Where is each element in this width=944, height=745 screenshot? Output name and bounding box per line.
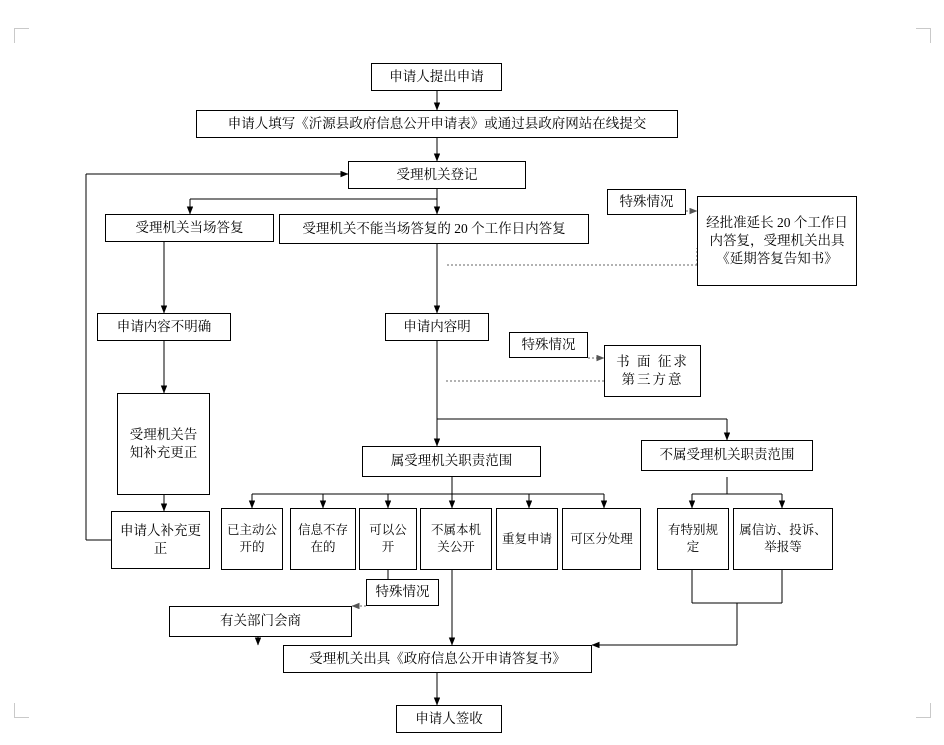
- node-content-unclear: 申请内容不明确: [97, 313, 231, 341]
- node-applicant-receive: 申请人签收: [396, 705, 502, 733]
- node-special-case-2: 特殊情况: [509, 332, 588, 358]
- corner-mark-top-right: [916, 28, 931, 43]
- node-extension-notice: 经批准延长 20 个工作日内答复，受理机关出具《延期答复告知书》: [697, 196, 857, 286]
- node-20day-reply: 受理机关不能当场答复的 20 个工作日内答复: [279, 214, 589, 244]
- node-issue-reply-letter: 受理机关出具《政府信息公开申请答复书》: [283, 645, 592, 673]
- node-already-public: 已主动公开的: [221, 508, 283, 570]
- node-fill-form: 申请人填写《沂源县政府信息公开申请表》或通过县政府网站在线提交: [196, 110, 678, 138]
- corner-mark-bottom-right: [916, 703, 931, 718]
- node-onsite-reply: 受理机关当场答复: [105, 214, 274, 242]
- node-can-disclose: 可以公开: [359, 508, 417, 570]
- node-duplicate-application: 重复申请: [496, 508, 558, 570]
- node-agency-register: 受理机关登记: [348, 161, 526, 189]
- corner-mark-bottom-left: [14, 703, 29, 718]
- node-other-agency: 不属本机关公开: [420, 508, 492, 570]
- node-third-party-opinion: 书 面 征求第三方意: [604, 345, 701, 397]
- corner-mark-top-left: [14, 28, 29, 43]
- node-within-duty: 属受理机关职责范围: [362, 446, 541, 477]
- node-special-case-3: 特殊情况: [366, 579, 439, 606]
- node-applicant-submit: 申请人提出申请: [371, 63, 502, 91]
- node-petition-complaint: 属信访、投诉、举报等: [733, 508, 833, 570]
- node-notify-supplement: 受理机关告知补充更正: [117, 393, 210, 495]
- node-not-exist: 信息不存在的: [290, 508, 356, 570]
- node-outside-duty: 不属受理机关职责范围: [641, 440, 813, 471]
- node-department-consultation: 有关部门会商: [169, 606, 352, 637]
- node-applicant-supplement: 申请人补充更正: [111, 511, 210, 569]
- node-special-rules: 有特别规定: [657, 508, 729, 570]
- node-separable-handling: 可区分处理: [562, 508, 641, 570]
- node-special-case-1: 特殊情况: [607, 189, 686, 215]
- node-content-clear: 申请内容明: [385, 313, 489, 341]
